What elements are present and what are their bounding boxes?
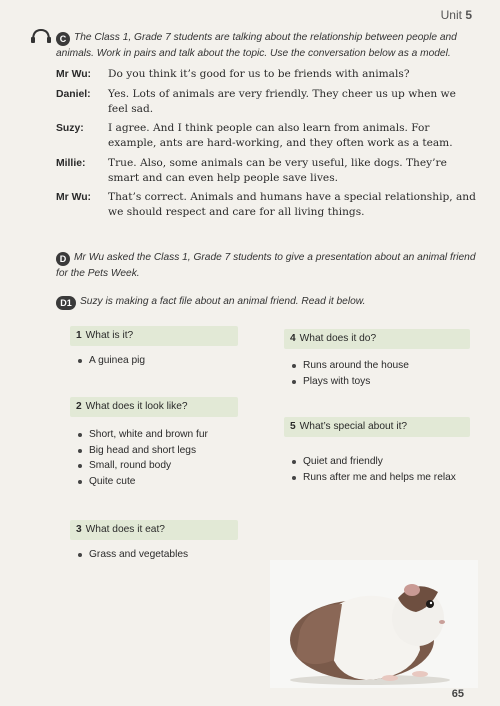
speech: I agree. And I think people can also learn from animals. For example, ants are hard-working, and they often work as a team. bbox=[108, 122, 453, 149]
dialogue-line bbox=[56, 121, 476, 151]
section-d1-badge: D1 bbox=[56, 296, 76, 310]
fact-answers-5 bbox=[290, 454, 456, 485]
section-d-instruction bbox=[56, 250, 476, 281]
fact-answers-4 bbox=[290, 358, 409, 389]
fact-answers-1 bbox=[76, 353, 145, 369]
speaker: Mr Wu: bbox=[56, 69, 92, 80]
question-text: What does it eat? bbox=[85, 524, 165, 535]
question-number: 4 bbox=[290, 333, 296, 344]
list-item: Quite cute bbox=[76, 474, 208, 490]
guinea-pig-photo bbox=[270, 560, 478, 688]
headphones-icon bbox=[30, 28, 52, 44]
fact-question-5 bbox=[290, 421, 407, 432]
list-item: Short, white and brown fur bbox=[76, 427, 208, 443]
speech: Yes. Lots of animals are very friendly. They cheer us up when we feel sad. bbox=[108, 87, 456, 115]
speaker: Suzy: bbox=[56, 123, 84, 134]
dialogue-line bbox=[56, 67, 476, 82]
question-text: What does it do? bbox=[299, 333, 377, 344]
list-item: Grass and vegetables bbox=[76, 547, 188, 563]
question-number: 5 bbox=[290, 421, 296, 432]
fact-question-4 bbox=[290, 333, 376, 344]
list-item: Quiet and friendly bbox=[290, 454, 456, 470]
fact-question-3 bbox=[76, 524, 165, 535]
fact-answers-3 bbox=[76, 547, 188, 563]
question-number: 3 bbox=[76, 524, 82, 535]
dialogue bbox=[56, 67, 476, 225]
fact-question-1 bbox=[76, 330, 133, 341]
speech: That’s correct. Animals and humans have a special relationship, and we should respect and care for all living things. bbox=[108, 191, 476, 218]
fact-question-2 bbox=[76, 401, 188, 412]
question-text: What’s special about it? bbox=[299, 421, 408, 432]
list-item: A guinea pig bbox=[76, 353, 145, 369]
dialogue-line bbox=[56, 190, 476, 220]
list-item: Plays with toys bbox=[290, 374, 409, 390]
dialogue-line bbox=[56, 156, 476, 186]
list-item: Small, round body bbox=[76, 458, 208, 474]
section-d-text: Mr Wu asked the Class 1, Grade 7 students to give a presentation about an animal friend for the Pets Week. bbox=[56, 252, 476, 279]
speaker: Millie: bbox=[56, 157, 86, 169]
section-c-badge: C bbox=[56, 32, 70, 46]
guinea-pig-illustration bbox=[270, 560, 478, 688]
fact-answers-2 bbox=[76, 427, 208, 489]
question-text: What does it look like? bbox=[85, 401, 188, 412]
section-d-badge: D bbox=[56, 252, 70, 266]
section-d1-text: Suzy is making a fact file about an animal friend. Read it below. bbox=[80, 296, 366, 307]
speaker: Mr Wu: bbox=[56, 192, 92, 203]
speech: Do you think it’s good for us to be friends with animals? bbox=[108, 68, 410, 80]
unit-number: 5 bbox=[465, 8, 472, 22]
question-number: 2 bbox=[76, 401, 82, 412]
unit-word: Unit bbox=[440, 8, 462, 22]
list-item: Runs around the house bbox=[290, 358, 409, 374]
list-item: Runs after me and helps me relax bbox=[290, 470, 456, 486]
unit-label bbox=[441, 8, 472, 22]
dialogue-line bbox=[56, 87, 476, 117]
section-c-instruction bbox=[56, 30, 476, 61]
list-item: Big head and short legs bbox=[76, 443, 208, 459]
page-number: 65 bbox=[451, 688, 464, 700]
section-c-text: The Class 1, Grade 7 students are talking about the relationship between people and animals. Work in pairs and talk about the topic. Use the conversation below as a model. bbox=[56, 32, 457, 59]
question-number: 1 bbox=[76, 330, 82, 341]
question-text: What is it? bbox=[85, 330, 134, 341]
section-d1-instruction bbox=[56, 294, 476, 310]
speech: True. Also, some animals can be very useful, like dogs. They’re smart and can even help people save lives. bbox=[108, 156, 447, 184]
speaker: Daniel: bbox=[56, 88, 91, 100]
